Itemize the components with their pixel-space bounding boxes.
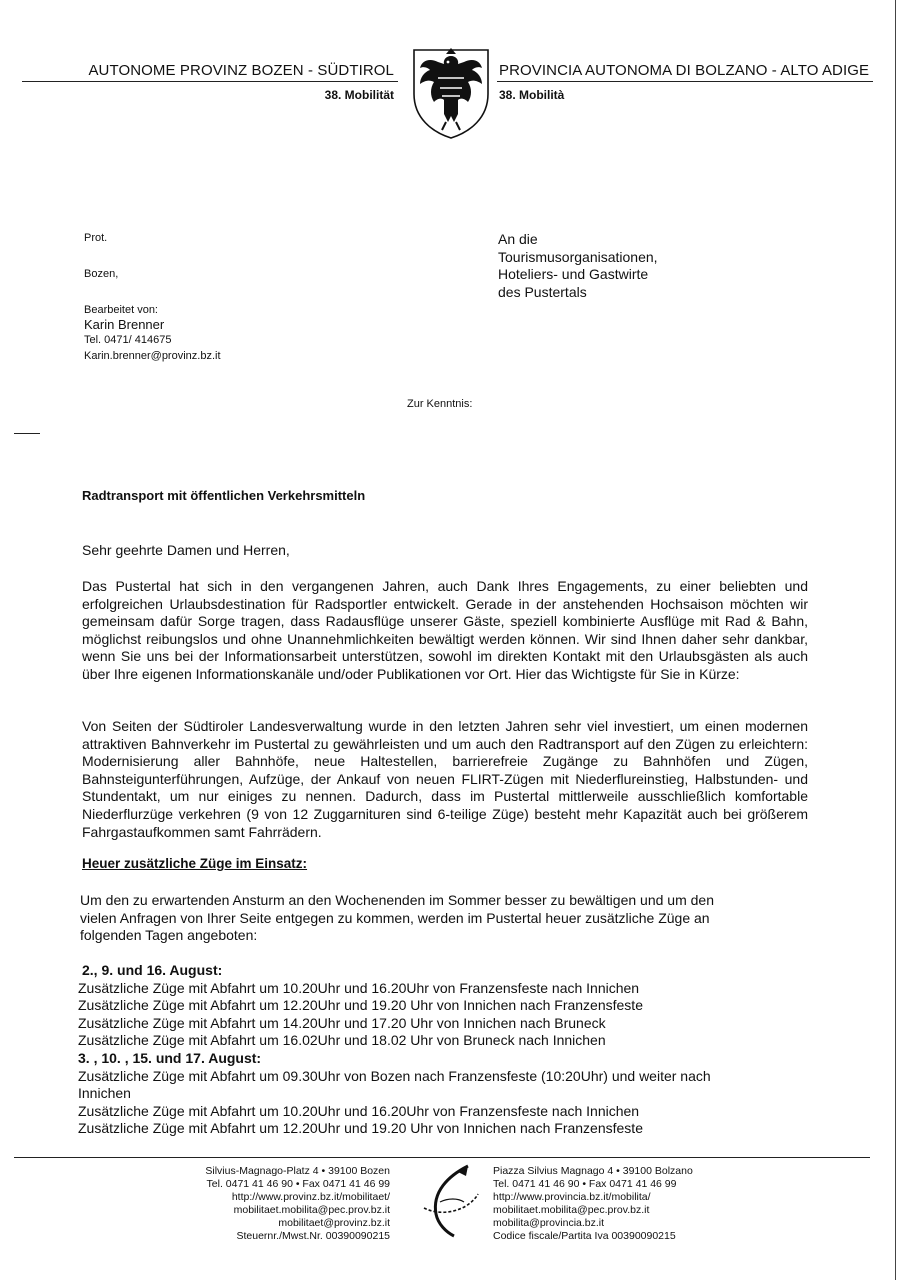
- footer-line: http://www.provincia.bz.it/mobilita/: [493, 1191, 651, 1203]
- editor-phone: Tel. 0471/ 414675: [84, 334, 172, 346]
- footer-line: http://www.provinz.bz.it/mobilitaet/: [231, 1191, 390, 1203]
- footer-left-address: [205, 1165, 390, 1243]
- header-left-rule: [22, 81, 398, 82]
- mobility-logo-icon: [418, 1162, 484, 1242]
- paragraph-line: folgenden Tagen angeboten:: [80, 927, 258, 944]
- header-right-rule: [497, 81, 873, 82]
- header-left-title: AUTONOME PROVINZ BOZEN - SÜDTIROL: [88, 62, 394, 79]
- schedule-line: Zusätzliche Züge mit Abfahrt um 10.20Uhr und 16.20Uhr von Franzensfeste nach Innichen: [78, 979, 640, 996]
- prot-label: Prot.: [84, 232, 108, 244]
- footer-rule: [14, 1157, 870, 1158]
- schedule-line: Zusätzliche Züge mit Abfahrt um 09.30Uhr von Bozen nach Franzensfeste (10:20Uhr) und weiter nach: [78, 1067, 711, 1084]
- paragraph-line: Um den zu erwartenden Ansturm an den Wochenenden im Sommer besser zu bewältigen und um den: [80, 892, 714, 908]
- footer-line: Piazza Silvius Magnago 4 • 39100 Bolzano: [493, 1165, 693, 1177]
- header-left-department: 38. Mobilität: [324, 88, 394, 102]
- footer-line: mobilitaet.mobilita@pec.prov.bz.it: [233, 1204, 390, 1216]
- salutation: Sehr geehrte Damen und Herren,: [82, 542, 290, 558]
- footer-line: Tel. 0471 41 46 90 • Fax 0471 41 46 99: [493, 1178, 677, 1190]
- recipient-address: [498, 231, 658, 301]
- tyrolean-eagle-icon: [408, 42, 494, 140]
- recipient-line: Tourismusorganisationen,: [498, 248, 658, 265]
- header-right-department: 38. Mobilità: [499, 88, 565, 102]
- footer-line: mobilitaet@provinz.bz.it: [278, 1217, 390, 1229]
- footer-line: mobilita@provincia.bz.it: [493, 1217, 605, 1229]
- recipient-line: des Pustertals: [498, 283, 587, 300]
- city-label: Bozen,: [84, 268, 119, 280]
- footer-line: Tel. 0471 41 46 90 • Fax 0471 41 46 99: [206, 1178, 390, 1190]
- paragraph-line: vielen Anfragen von Ihrer Seite entgegen zu kommen, werden im Pustertal heuer zusätzliche Züge an: [80, 909, 710, 926]
- cc-label: Zur Kenntnis:: [407, 398, 473, 410]
- schedule-dates: 2., 9. und 16. August:: [82, 962, 223, 978]
- edited-by-label: Bearbeitet von:: [84, 304, 158, 316]
- schedule-line: Zusätzliche Züge mit Abfahrt um 16.02Uhr und 18.02 Uhr von Bruneck nach Innichen: [78, 1032, 606, 1049]
- footer-line: Silvius-Magnago-Platz 4 • 39100 Bozen: [205, 1165, 390, 1177]
- footer-line: Codice fiscale/Partita Iva 00390090215: [493, 1230, 676, 1242]
- header-right-title: PROVINCIA AUTONOMA DI BOLZANO - ALTO ADIGE: [499, 62, 870, 79]
- footer-line: Steuernr./Mwst.Nr. 00390090215: [236, 1230, 390, 1242]
- footer-line: mobilitaet.mobilita@pec.prov.bz.it: [493, 1204, 650, 1216]
- section-heading: Heuer zusätzliche Züge im Einsatz:: [82, 856, 308, 871]
- schedule-line: Innichen: [78, 1085, 131, 1102]
- schedule-dates: 3. , 10. , 15. und 17. August:: [78, 1049, 262, 1066]
- schedule-line: Zusätzliche Züge mit Abfahrt um 14.20Uhr und 17.20 Uhr von Innichen nach Bruneck: [78, 1014, 606, 1031]
- footer-right-address: [493, 1165, 693, 1243]
- fold-mark: [14, 433, 40, 434]
- paragraph-investment: Von Seiten der Südtiroler Landesverwaltung wurde in den letzten Jahren sehr viel investiert, um einen modernen attraktiven Bahnverkehr im Pustertal zu gewährleisten und um auch den Radtransport auf den Zügen zu erleichtern: Modernisierung aller Bahnhöfe, neue Haltestellen, barrierefreie Zugänge zu Bahnhöfen und Zügen, Bahnsteigunterführungen, Aufzüge, der Ankauf von neuen FLIRT-Zügen mit Niederflureinstieg, Halbstunden- und Stundentakt, um nur einiges zu nennen. Dadurch, dass im Pustertal mittlerweile ausschließlich komfortable Niederflurzüge verkehren (9 von 12 Zuggarnituren sind 6-teilige Züge) besteht mehr Kapazität auch bei größerem Fahrgastaufkommen samt Fahrrädern.: [82, 718, 808, 840]
- schedule-line: Zusätzliche Züge mit Abfahrt um 12.20Uhr und 19.20 Uhr von Innichen nach Franzensfeste: [78, 1120, 643, 1137]
- editor-name: Karin Brenner: [84, 317, 165, 332]
- paragraph-intro: Das Pustertal hat sich in den vergangenen Jahren, auch Dank Ihres Engagements, zu einer beliebten und erfolgreichen Urlaubsdestination für Radsportler entwickelt. Gerade in der anstehenden Hochsaison möchten wir gemeinsam dafür Sorge tragen, dass Radausflüge unserer Gäste, speziell kombinierte Ausflüge mit Rad & Bahn, möglichst reibungslos und ohne Unannehmlichkeiten bewältigt werden können. Wir sind Ihnen daher sehr dankbar, wenn Sie uns bei der Informationsarbeit unterstützen, sowohl im direkten Kontakt mit den Urlaubsgästen als auch über Ihre eigenen Informationskanäle und/oder Publikationen vor Ort. Hier das Wichtigste für Sie in Kürze:: [82, 578, 808, 682]
- recipient-line: An die: [498, 231, 538, 247]
- editor-email: Karin.brenner@provinz.bz.it: [84, 350, 221, 362]
- page-edge-line: [895, 0, 896, 1280]
- schedule-line: Zusätzliche Züge mit Abfahrt um 10.20Uhr und 16.20Uhr von Franzensfeste nach Innichen: [78, 1102, 640, 1119]
- letter-subject: Radtransport mit öffentlichen Verkehrsmitteln: [82, 488, 366, 503]
- paragraph-additional-trains: [80, 892, 714, 945]
- schedule-line: Zusätzliche Züge mit Abfahrt um 12.20Uhr und 19.20 Uhr von Innichen nach Franzensfeste: [78, 997, 643, 1014]
- train-schedule: [78, 962, 711, 1138]
- recipient-line: Hoteliers- und Gastwirte: [498, 266, 649, 283]
